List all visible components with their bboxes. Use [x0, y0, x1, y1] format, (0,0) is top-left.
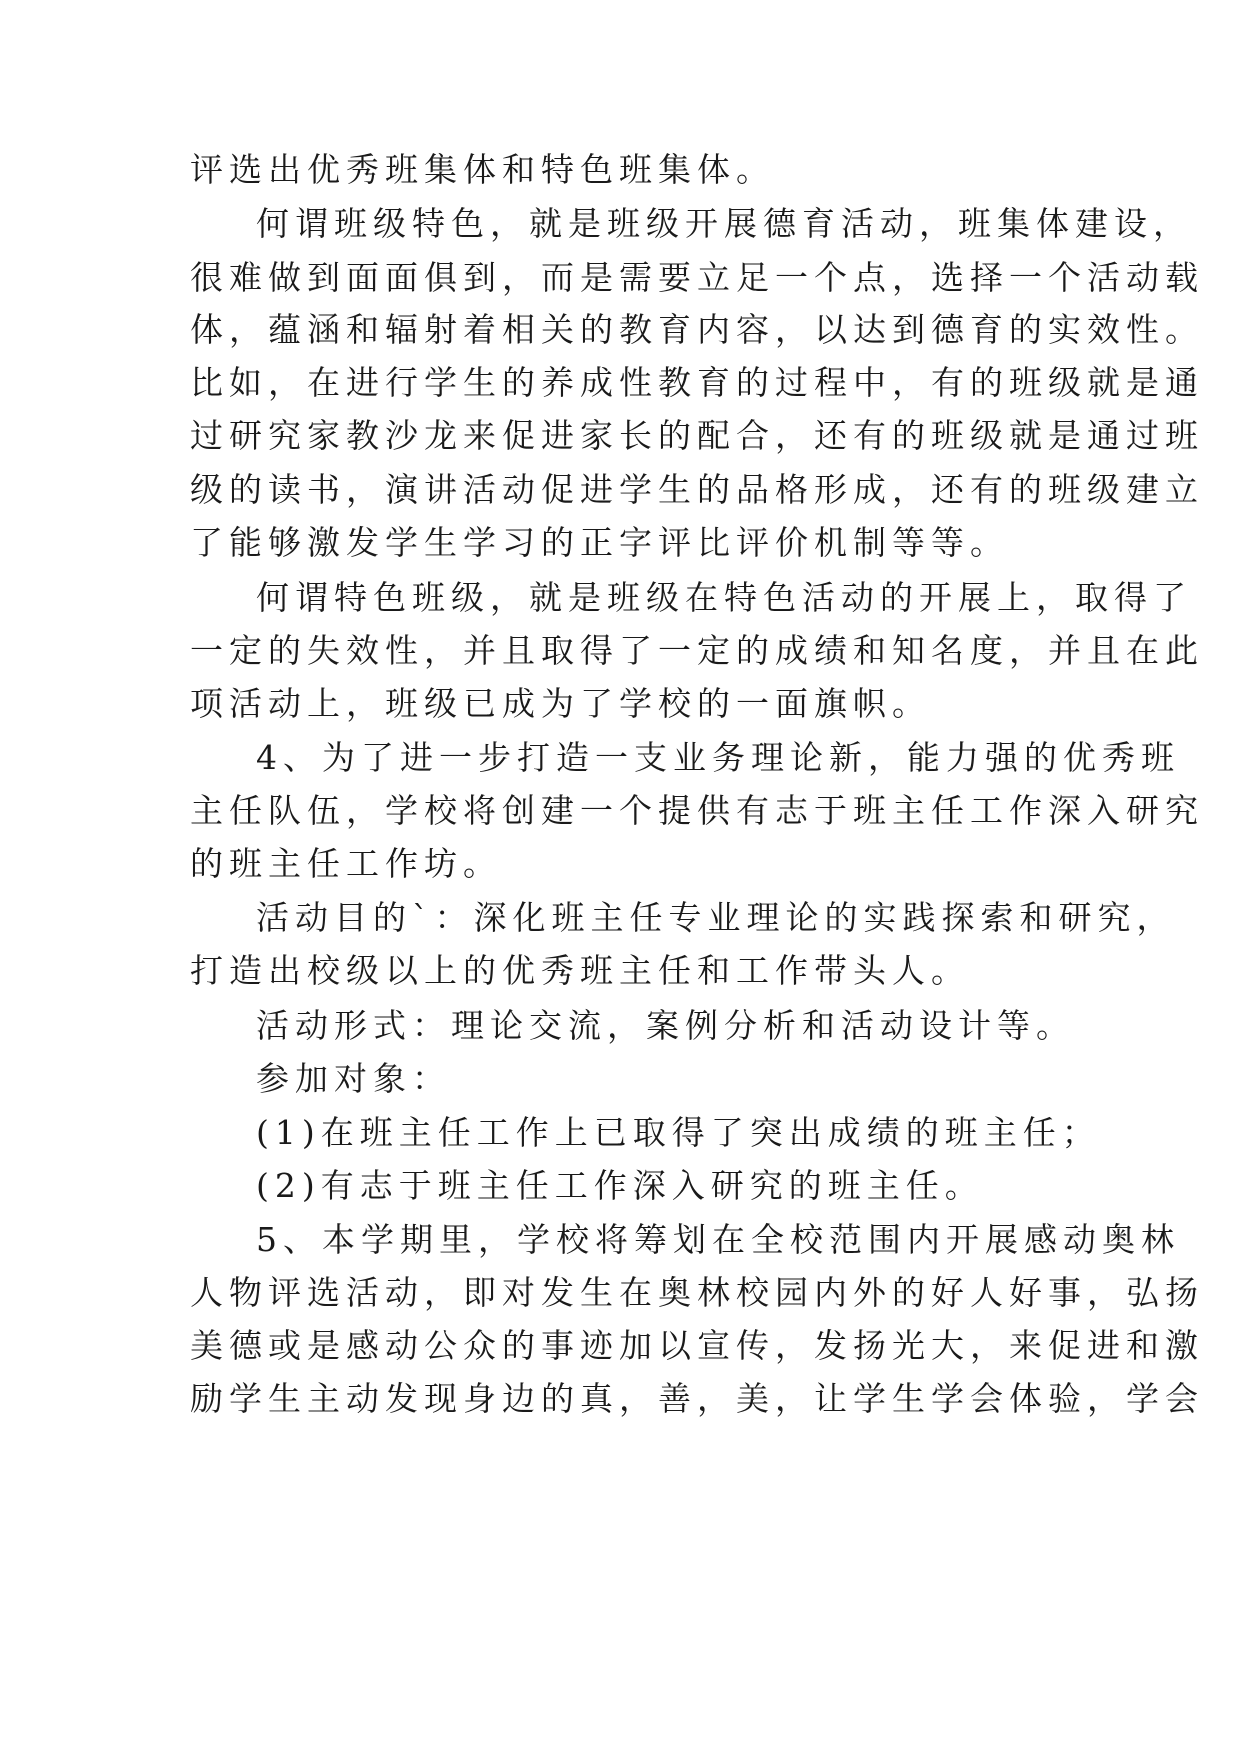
paragraph-line: 何谓特色班级，就是班级在特色活动的开展上，取得了 [256, 578, 1192, 617]
paragraph-line: 参加对象： [256, 1059, 451, 1098]
paragraph-line: 很难做到面面俱到，而是需要立足一个点，选择一个活动载 [190, 258, 1204, 297]
paragraph-line: 何谓班级特色，就是班级开展德育活动，班集体建设， [256, 204, 1192, 243]
paragraph-line: 过研究家教沙龙来促进家长的配合，还有的班级就是通过班 [190, 416, 1204, 455]
paragraph-line: 了能够激发学生学习的正字评比评价机制等等。 [190, 523, 1009, 562]
paragraph-line: 主任队伍，学校将创建一个提供有志于班主任工作深入研究 [190, 791, 1204, 830]
paragraph-line: 打造出校级以上的优秀班主任和工作带头人。 [190, 951, 970, 990]
paragraph-line: 人物评选活动，即对发生在奥林校园内外的好人好事，弘扬 [190, 1273, 1204, 1312]
paragraph-line: 比如，在进行学生的养成性教育的过程中，有的班级就是通 [190, 363, 1204, 402]
paragraph-line: 一定的失效性，并且取得了一定的成绩和知名度，并且在此 [190, 631, 1204, 670]
paragraph-line: 项活动上，班级已成为了学校的一面旗帜。 [190, 684, 931, 723]
paragraph-line: 体，蕴涵和辐射着相关的教育内容，以达到德育的实效性。 [190, 310, 1204, 349]
paragraph-line: 级的读书，演讲活动促进学生的品格形成，还有的班级建立 [190, 470, 1204, 509]
paragraph-line: 5、本学期里，学校将筹划在全校范围内开展感动奥林 [256, 1220, 1180, 1259]
list-item-line: (2)有志于班主任工作深入研究的班主任。 [256, 1166, 984, 1205]
paragraph-line: 活动目的`：深化班主任专业理论的实践探索和研究， [256, 898, 1176, 937]
paragraph-line: 评选出优秀班集体和特色班集体。 [190, 150, 775, 189]
paragraph-line: 的班主任工作坊。 [190, 844, 502, 883]
paragraph-line: 励学生主动发现身边的真，善，美，让学生学会体验，学会 [190, 1379, 1204, 1418]
paragraph-line: 美德或是感动公众的事迹加以宣传，发扬光大，来促进和激 [190, 1326, 1204, 1365]
paragraph-line: 4、为了进一步打造一支业务理论新，能力强的优秀班 [256, 738, 1180, 777]
paragraph-line: 活动形式：理论交流，案例分析和活动设计等。 [256, 1006, 1075, 1045]
list-item-line: (1)在班主任工作上已取得了突出成绩的班主任； [256, 1113, 1101, 1152]
